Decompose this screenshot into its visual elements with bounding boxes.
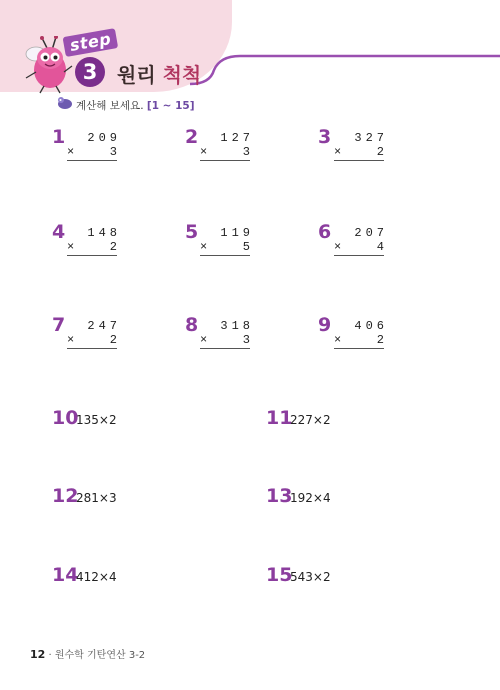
problem-number: 12: [52, 485, 79, 507]
multiplicand: 207: [354, 226, 388, 240]
multiplier: 2: [376, 333, 388, 347]
answer-line: [334, 160, 384, 161]
instruction-bullet-icon: [56, 96, 74, 110]
operator: ×: [200, 145, 208, 159]
operator: ×: [200, 240, 208, 254]
vertical-problem: [67, 226, 121, 256]
multiplier: 3: [242, 145, 254, 159]
problem-number: 11: [266, 407, 293, 429]
multiplicand: 127: [220, 131, 254, 145]
problem-number: 14: [52, 564, 79, 586]
problem-number: 13: [266, 485, 293, 507]
vertical-problem: [200, 319, 254, 349]
horizontal-expression: 192×4: [290, 491, 331, 505]
problem-number: 10: [52, 407, 79, 429]
multiplier: 4: [376, 240, 388, 254]
title-plain: 원리: [117, 63, 156, 87]
vertical-problem: [334, 226, 388, 256]
operator: ×: [67, 333, 75, 347]
multiplicand: 327: [354, 131, 388, 145]
answer-line: [200, 160, 250, 161]
problem-number: 1: [52, 126, 66, 148]
page-number: 12: [30, 648, 46, 661]
multiplicand: 318: [220, 319, 254, 333]
answer-line: [200, 255, 250, 256]
problem-number: 6: [318, 221, 332, 243]
instruction: [76, 98, 195, 113]
footer-text: · 원수학 기탄연산 3-2: [48, 650, 146, 661]
problem-number: 5: [185, 221, 199, 243]
problem-number: 4: [52, 221, 66, 243]
multiplicand: 148: [87, 226, 121, 240]
vertical-problem: [200, 226, 254, 256]
multiplier: 2: [376, 145, 388, 159]
vertical-problem: [334, 319, 388, 349]
multiplicand: 406: [354, 319, 388, 333]
page-title: [117, 59, 201, 88]
problem-number: 9: [318, 314, 332, 336]
problem-number: 8: [185, 314, 199, 336]
answer-line: [67, 160, 117, 161]
instruction-range: [1 ~ 15]: [146, 100, 195, 112]
multiplier: 2: [109, 333, 121, 347]
operator: ×: [67, 145, 75, 159]
horizontal-expression: 412×4: [76, 570, 117, 584]
multiplier: 5: [242, 240, 254, 254]
operator: ×: [334, 240, 342, 254]
vertical-problem: [200, 131, 254, 161]
answer-line: [334, 255, 384, 256]
multiplier: 3: [242, 333, 254, 347]
answer-line: [334, 348, 384, 349]
step-number-badge: 3: [75, 57, 105, 87]
answer-line: [67, 255, 117, 256]
horizontal-expression: 227×2: [290, 413, 331, 427]
multiplier: 3: [109, 145, 121, 159]
horizontal-expression: 281×3: [76, 491, 117, 505]
multiplier: 2: [109, 240, 121, 254]
vertical-problem: [334, 131, 388, 161]
problem-number: 2: [185, 126, 199, 148]
instruction-text: 계산해 보세요.: [76, 100, 144, 112]
problem-number: 15: [266, 564, 293, 586]
answer-line: [67, 348, 117, 349]
vertical-problem: [67, 131, 121, 161]
problem-number: 7: [52, 314, 66, 336]
multiplicand: 247: [87, 319, 121, 333]
page-footer: [30, 646, 145, 661]
horizontal-expression: 135×2: [76, 413, 117, 427]
vertical-problem: [67, 319, 121, 349]
multiplicand: 209: [87, 131, 121, 145]
operator: ×: [334, 333, 342, 347]
title-highlight: 척척: [162, 63, 202, 87]
answer-line: [200, 348, 250, 349]
operator: ×: [200, 333, 208, 347]
step-label: step: [63, 28, 119, 57]
operator: ×: [67, 240, 75, 254]
multiplicand: 119: [220, 226, 254, 240]
operator: ×: [334, 145, 342, 159]
problem-number: 3: [318, 126, 332, 148]
horizontal-expression: 543×2: [290, 570, 331, 584]
